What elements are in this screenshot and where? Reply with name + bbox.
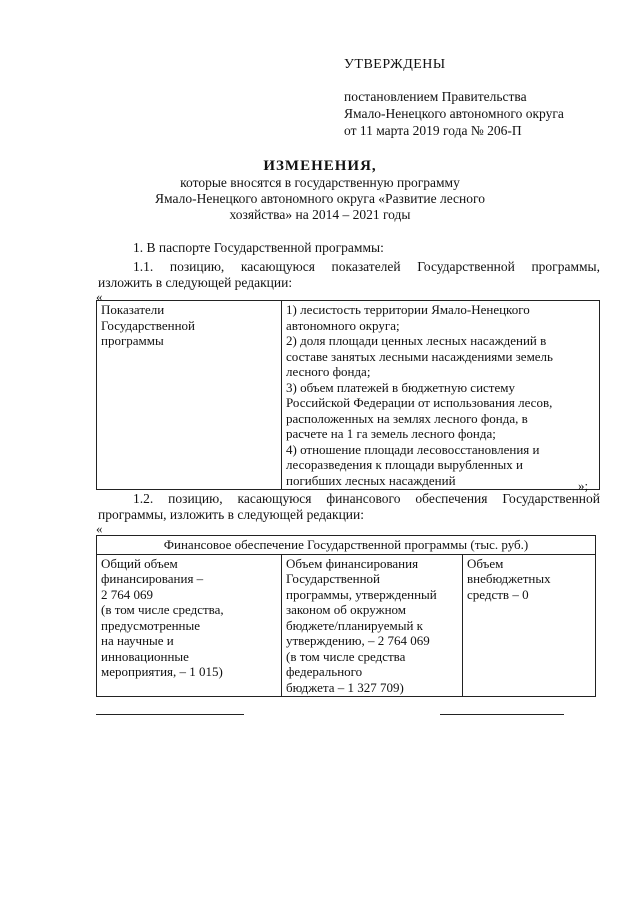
cell-line: Объем финансирования	[286, 555, 419, 571]
cell-line: программы	[101, 333, 164, 348]
indicators-value-cell	[282, 301, 600, 490]
program-funding-cell	[282, 554, 463, 697]
cell-line: бюджете/планируемый к	[286, 617, 423, 633]
decree-line: постановлением Правительства	[344, 89, 527, 104]
finance-table-header: Финансовое обеспечение Государственной программы (тыс. руб.)	[97, 536, 596, 555]
cell-line: (в том числе средства,	[101, 602, 224, 617]
cell-line: средств – 0	[467, 586, 529, 602]
document-subtitle	[0, 175, 640, 223]
cell-line: составе занятых лесными насаждениями земель	[286, 348, 553, 364]
indicators-table	[96, 300, 600, 490]
cell-line: Государственной	[101, 317, 196, 333]
cell-line: 1) лесистость территории Ямало-Ненецкого	[286, 302, 530, 317]
table-row	[97, 536, 596, 555]
approval-stamp: УТВЕРЖДЕНЫ	[344, 57, 446, 72]
cell-line: программы, утвержденный	[286, 586, 437, 602]
cell-line: лесного фонда;	[286, 364, 371, 379]
cell-line: 4) отношение площади лесовосстановления и	[286, 441, 540, 457]
decree-line: от 11 марта 2019 года № 206-П	[344, 123, 522, 138]
cell-line: предусмотренные	[101, 617, 201, 633]
cell-line: погибших лесных насаждений	[286, 472, 456, 488]
decree-reference	[344, 88, 564, 139]
decree-line: Ямало-Ненецкого автономного округа	[344, 106, 564, 121]
item-1-1-line-1: 1.1. позицию, касающуюся показателей Государственной программы,	[133, 259, 600, 274]
cell-line: федерального	[286, 664, 363, 679]
document-title: ИЗМЕНЕНИЯ,	[263, 158, 377, 174]
table-bottom-rule	[440, 714, 564, 715]
cell-line: Российской Федерации от использования лесов,	[286, 395, 553, 410]
table-row	[97, 554, 596, 697]
item-1-2-line-1: 1.2. позицию, касающуюся финансового обеспечения Государственной	[133, 491, 600, 506]
cell-line: финансирования –	[101, 571, 204, 586]
indicators-label-cell	[97, 301, 282, 490]
finance-table	[96, 535, 596, 697]
subtitle-line: которые вносятся в государственную программу	[180, 175, 460, 190]
table-bottom-rule	[96, 714, 244, 715]
section-heading: 1. В паспорте Государственной программы:	[133, 240, 384, 255]
cell-line: (в том числе средства	[286, 648, 406, 664]
cell-line: инновационные	[101, 648, 189, 664]
cell-line: законом об окружном	[286, 602, 407, 617]
cell-line: лесоразведения к площади вырубленных и	[286, 457, 523, 472]
cell-line: Объем	[467, 555, 504, 571]
cell-line: внебюджетных	[467, 571, 551, 586]
subtitle-line: Ямало-Ненецкого автономного округа «Развитие лесного	[155, 191, 485, 206]
cell-line: утверждению, – 2 764 069	[286, 633, 430, 648]
open-quote: «	[96, 289, 103, 304]
item-1-2	[98, 491, 600, 523]
cell-line: на научные и	[101, 633, 174, 648]
open-quote-2: «	[96, 521, 103, 536]
cell-line: Показатели	[101, 302, 165, 317]
cell-line: бюджета – 1 327 709)	[286, 679, 404, 695]
cell-line: Государственной	[286, 571, 381, 586]
total-funding-cell	[97, 554, 282, 697]
extrabudgetary-funding-cell	[463, 554, 596, 697]
cell-line: расчете на 1 га земель лесного фонда;	[286, 426, 496, 441]
cell-line: мероприятия, – 1 015)	[101, 664, 223, 679]
cell-line: Общий объем	[101, 555, 178, 571]
cell-line: автономного округа;	[286, 317, 400, 333]
cell-line: 3) объем платежей в бюджетную систему	[286, 379, 515, 395]
item-1-2-line-2: программы, изложить в следующей редакции:	[98, 507, 364, 522]
item-1-1-line-2: изложить в следующей редакции:	[98, 275, 293, 290]
cell-line: расположенных на землях лесного фонда, в	[286, 410, 528, 426]
cell-line: 2 764 069	[101, 586, 153, 602]
subtitle-line: хозяйства» на 2014 – 2021 годы	[229, 207, 411, 222]
item-1-1	[98, 259, 600, 291]
table-row	[97, 301, 600, 490]
close-quote: »;	[578, 478, 589, 493]
cell-line: 2) доля площади ценных лесных насаждений в	[286, 333, 547, 348]
